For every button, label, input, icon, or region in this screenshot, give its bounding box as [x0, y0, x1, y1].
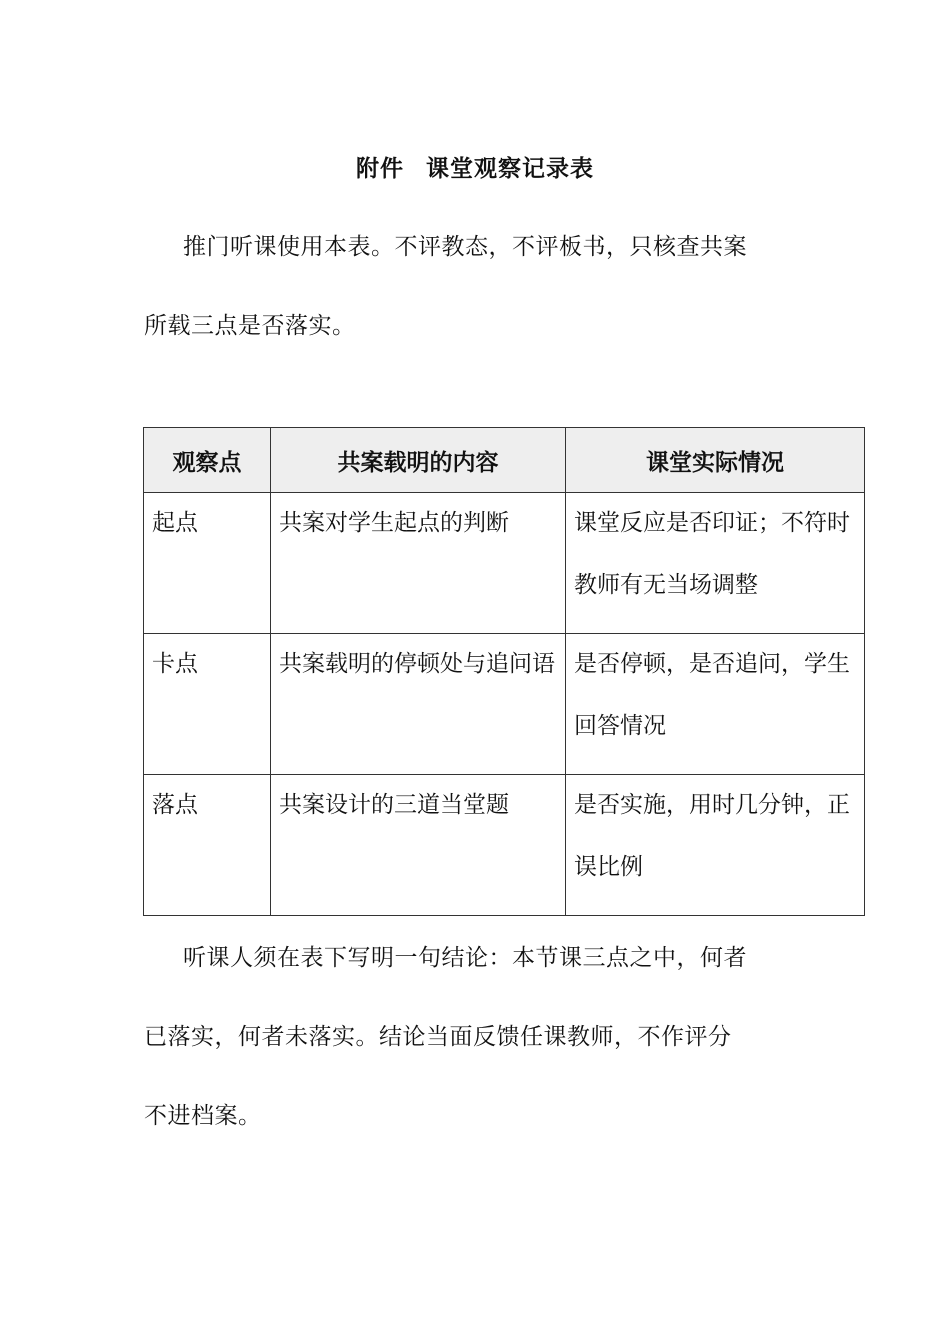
page-title: [0, 150, 950, 183]
table-row: [144, 775, 865, 916]
header-plan-content: 共案载明的内容: [271, 428, 566, 493]
title-prefix: 附件: [356, 156, 404, 182]
cell-content: 共案载明的停顿处与追问语: [271, 634, 566, 775]
table-header-row: [144, 428, 865, 493]
conclusion-line-1: 听课人须在表下写明一句结论：本节课三点之中，何者: [183, 945, 747, 971]
observation-table: [143, 427, 865, 916]
cell-actual: 是否停顿，是否追问，学生回答情况: [566, 634, 865, 775]
conclusion-line-3: 不进档案。: [144, 1103, 262, 1129]
cell-content: 共案对学生起点的判断: [271, 493, 566, 634]
title-main: 课堂观察记录表: [426, 156, 594, 182]
header-actual-situation: 课堂实际情况: [566, 428, 865, 493]
cell-point: 卡点: [144, 634, 271, 775]
intro-line-2: 所载三点是否落实。: [144, 313, 356, 339]
intro-line-1: 推门听课使用本表。不评教态，不评板书，只核查共案: [183, 234, 747, 260]
cell-actual: 课堂反应是否印证；不符时教师有无当场调整: [566, 493, 865, 634]
cell-point: 起点: [144, 493, 271, 634]
table-row: [144, 493, 865, 634]
cell-actual: 是否实施，用时几分钟，正误比例: [566, 775, 865, 916]
header-observation-point: 观察点: [144, 428, 271, 493]
cell-content: 共案设计的三道当堂题: [271, 775, 566, 916]
table-row: [144, 634, 865, 775]
conclusion-line-2: 已落实，何者未落实。结论当面反馈任课教师，不作评分: [144, 1024, 732, 1050]
cell-point: 落点: [144, 775, 271, 916]
